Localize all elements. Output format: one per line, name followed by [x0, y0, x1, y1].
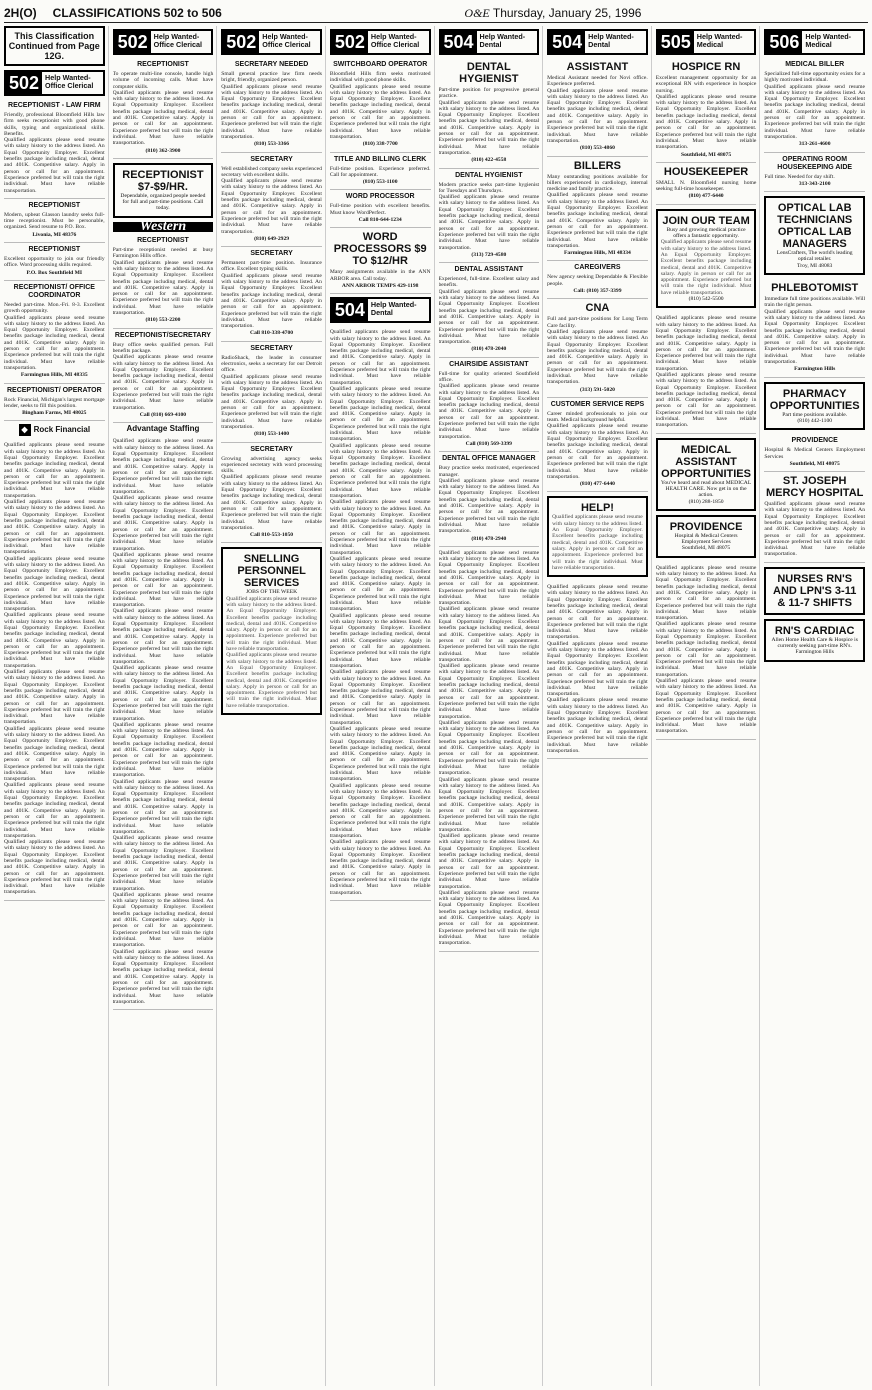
- column-5: [439, 26, 544, 1386]
- classified-ad: [330, 58, 431, 153]
- classified-ad: [221, 342, 322, 443]
- section-number: 505: [658, 31, 694, 53]
- columns: [4, 26, 868, 1386]
- section-header-505: [656, 29, 757, 55]
- ad-filler: Qualified applicants please send resume with salary history to the address listed. An Equal Opportunity Employer. Excellent benefits package including medical, dental and 401K. Competitive salary. Apply in person or call for an appointment. Experience preferred but will train the right individual. Must have reliable transportation.: [226, 652, 317, 709]
- ad-filler: Qualified applicants please send resume with salary history to the address listed. An Equal Opportunity Employer. Excellent benefits package including medical, dental and 401K. Competitive salary. Apply in person or call for an appointment. Experience preferred but will train the right individual. Must have reliable transportation.: [221, 272, 322, 330]
- ad-filler: Qualified applicants please send resume with salary history to the address listed. An Equal Opportunity Employer. Excellent benefits package including medical, dental and 401K. Competitive salary. Apply in person or call for an appointment. Experience preferred but will train the right individual. Must have reliable transportation.: [438, 833, 540, 890]
- column-2: [113, 26, 218, 1386]
- ad-title: RECEPTIONIST: [28, 201, 81, 209]
- ad-filler: Qualified applicants please send resume with salary history to the address listed. An Equal Opportunity Employer. Excellent benefits package including medical, dental and 401K. Competitive salary. Apply in person or call for an appointment. Experience preferred but will train the right individual. Must have reliable transportation.: [226, 595, 317, 653]
- ad-body: Part-time receptionist needed at busy Farmington Hills office.: [112, 247, 214, 260]
- ad-contact: Call (810) 669-4100: [139, 411, 187, 418]
- ad-contact: Farmington Hills, MI 48334: [564, 250, 631, 257]
- snelling-title: SNELLING PERSONNEL SERVICES: [237, 553, 306, 590]
- ad-filler: Qualified applicants please send resume with salary history to the address listed. An Equal Opportunity Employer. Excellent benefits package including medical, dental and 401K. Competitive salary. Apply in person or call for an appointment. Experience preferred but will train the right individual. Must have reliable transportation.: [764, 501, 865, 558]
- publication-date: Thursday, January 25, 1996: [492, 6, 642, 20]
- ad-filler: Qualified applicants please send resume with salary history to the address listed. An Equal Opportunity Employer. Excellent benefits package including medical, dental and 401K. Competitive salary. Apply in person or call for an appointment. Experience preferred but will train the right individual. Must have reliable transportation.: [438, 477, 540, 535]
- ad-filler: Qualified applicants please send resume with salary history to the address listed. An Equal Opportunity Employer. Excellent benefits package including medical, dental and 401K. Competitive salary. Apply in person or call for an appointment. Experience preferred but will train the right individual. Must have reliable transportation.: [221, 83, 322, 140]
- ad-filler: Qualified applicants please send resume with salary history to the address listed. An Equal Opportunity Employer. Excellent benefits package including medical, dental and 401K. Competitive salary. Apply in person or call for an appointment. Experience preferred but will train the right individual. Must have reliable transportation.: [4, 782, 105, 839]
- classified-ad: [656, 562, 757, 740]
- ad-body: SMALL N. Bloomfield nursing home seeking full-time housekeeper.: [655, 179, 757, 193]
- help-title: HELP!: [580, 502, 614, 515]
- classified-ad: [547, 58, 648, 157]
- ad-contact: (810) 553-2200: [145, 317, 181, 324]
- boxed-ad: [113, 163, 214, 218]
- classified-ad: [547, 261, 648, 299]
- section-number: 502: [223, 31, 259, 53]
- ad-body: Growing advertising agency seeks experienced secretary with word processing skills.: [221, 455, 322, 475]
- ad-title: JOIN OUR TEAM: [662, 214, 750, 227]
- ad-body: Experienced, full-time. Excellent salary and benefits.: [438, 276, 540, 289]
- section-header-502: [4, 70, 105, 96]
- ad-contact: (810) 553-3366: [254, 141, 290, 148]
- ad-title: PHLEBOTOMIST: [771, 282, 859, 295]
- ad-contact: (810) 553-1100: [362, 179, 398, 186]
- ad-filler: Qualified applicants please send resume with salary history to the address listed. An Equal Opportunity Employer. Excellent benefits package including medical, dental and 401K. Competitive salary. Apply in person or call for an appointment. Experience preferred but will train the right individual. Must have reliable transportation.: [329, 782, 431, 839]
- continued-notice: This Classification Continued from Page 12G.: [4, 26, 105, 66]
- boxed-ad: [764, 196, 865, 275]
- ad-body: Full time. Needed for day shift.: [764, 173, 835, 180]
- ad-filler: Qualified applicants please send resume with salary history to the address listed. An Equal Opportunity Employer. Excellent benefits package including medical, dental and 401K. Competitive salary. Apply in person or call for an appointment. Experience preferred but will train the right individual. Must have reliable transportation.: [112, 608, 214, 665]
- ad-body: Dependable, organized people needed for full and part-time positions. Call today.: [120, 192, 206, 212]
- ad-body: Busy practice seeks motivated, experienced manager.: [438, 465, 540, 478]
- ad-filler: Qualified applicants please send resume with salary history to the address listed. An Equal Opportunity Employer. Excellent benefits package including medical, dental and 401K. Competitive salary. Apply in person or call for an appointment. Experience preferred but will train the right individual. Must have reliable transportation.: [112, 891, 214, 949]
- ad-title: DENTAL ASSISTANT: [454, 266, 524, 274]
- section-name: Help Wanted- Dental: [479, 32, 526, 49]
- section-name: Help Wanted- Medical: [696, 32, 743, 49]
- ad-contact: Farmington Hills, MI 48335: [20, 372, 88, 379]
- ad-filler: Qualified applicants please send resume with salary history to the address listed. An Equal Opportunity Employer. Excellent benefits package including medical, dental and 401K. Competitive salary. Apply in person or call for an appointment. Experience preferred but will train the right individual. Must have reliable transportation.: [438, 889, 540, 947]
- ad-body: Full-time position. Experience preferred. Call for appointment.: [329, 165, 431, 178]
- ad-contact: (810) 553-1400: [254, 431, 290, 438]
- page-number: 2H(O): [4, 6, 37, 20]
- ad-title: SECRETARY: [250, 445, 293, 453]
- classified-ad: [547, 398, 648, 493]
- ad-filler: Qualified applicants please send resume with salary history to the address listed. An Equal Opportunity Employer. Excellent benefits package including medical, dental and 401K. Competitive salary. Apply in person or call for an appointment. Experience preferred but will train the right individual. Must have reliable transportation.: [329, 329, 431, 386]
- ad-filler: Qualified applicants please send resume with salary history to the address listed. An Equal Opportunity Employer. Excellent benefits package including medical, dental and 401K. Competitive salary. Apply in person or call for an appointment. Experience preferred but will train the right individual. Must have reliable transportation.: [655, 371, 757, 429]
- classified-ad: [439, 547, 540, 952]
- ad-filler: Qualified applicants please send resume with salary history to the address listed. An Equal Opportunity Employer. Excellent benefits package including medical, dental and 401K. Competitive salary. Apply in person or call for an appointment. Experience preferred but will train the right individual. Must have reliable transportation.: [438, 194, 540, 251]
- ad-title: RECEPTIONIST/SECRETARY: [114, 331, 211, 339]
- ad-filler: Qualified applicants please send resume with salary history to the address listed. An Equal Opportunity Employer. Excellent benefits package including medical, dental and 401K. Competitive salary. Apply in person or call for an appointment. Experience preferred but will train the right individual. Must have reliable transportation.: [112, 721, 214, 779]
- snelling-subtitle: JOBS OF THE WEEK: [245, 589, 298, 596]
- ad-title: ASSISTANT: [566, 61, 629, 73]
- ad-filler: Qualified applicants please send resume with salary history to the address listed. An Equal Opportunity Employer. Excellent benefits package including medical, dental and 401K. Competitive salary. Apply in person or call for an appointment. Experience preferred but will train the right individual. Must have reliable transportation.: [655, 564, 757, 622]
- ad-contact: (810) 422-4558: [471, 157, 507, 164]
- ad-body: Immediate full time positions available. Will train the right person.: [764, 296, 865, 309]
- classified-ad: [439, 58, 540, 169]
- classified-ad: [764, 434, 865, 472]
- ad-title: RECEPTIONIST: [137, 61, 189, 68]
- ad-filler: Qualified applicants please send resume with salary history to the address listed. An Equal Opportunity Employer. Excellent benefits package including medical, dental and 401K. Competitive salary. Apply in person or call for an appointment. Experience preferred but will train the right individual. Must have reliable transportation.: [655, 93, 757, 151]
- ad-filler: Qualified applicants please send resume with salary history to the address listed. An Equal Opportunity Employer. Excellent benefits package including medical, dental and 401K. Competitive salary. Apply in person or call for an appointment. Experience preferred but will train the right individual. Must have reliable transportation.: [438, 383, 540, 440]
- section-header-504: [547, 29, 648, 55]
- classified-ad: [221, 247, 322, 342]
- ad-filler: Qualified applicants please send resume with salary history to the address listed. An Equal Opportunity Employer. Excellent benefits package including medical, dental and 401K. Competitive salary. Apply in person or call for an appointment. Experience preferred but will train the right individual. Must have reliable transportation.: [4, 725, 105, 783]
- ad-title: SECRETARY: [250, 155, 293, 163]
- ad-filler: Qualified applicants please send resume with salary history to the address listed. An Equal Opportunity Employer. Excellent benefits package including medical, dental and 401K. Competitive salary. Apply in person or call for an appointment. Experience preferred but will train the right individual. Must have reliable transportation.: [547, 584, 648, 641]
- ad-title: CAREGIVERS: [574, 264, 621, 272]
- ad-filler: Qualified applicants please send resume with salary history to the address listed. An Equal Opportunity Employer. Excellent benefits package including medical, dental and 401K. Competitive salary. Apply in person or call for an appointment. Experience preferred but will train the right individual. Must have reliable transportation.: [4, 669, 105, 726]
- ad-contact: Bingham Farms, MI 48025: [22, 410, 87, 417]
- ad-filler: Qualified applicants please send resume with salary history to the address listed. An Equal Opportunity Employer. Excellent benefits package including medical, dental and 401K. Competitive salary. Apply in person or call for an appointment. Experience preferred but will train the right individual. Must have reliable transportation.: [112, 665, 214, 722]
- section-header-504: [330, 297, 431, 323]
- classified-ad: [330, 326, 431, 901]
- boxed-ad: [656, 209, 757, 309]
- section-number: 506: [766, 31, 802, 53]
- ad-filler: Qualified applicants please send resume with salary history to the address listed. An Equal Opportunity Employer. Excellent benefits package including medical, dental and 401K. Competitive salary. Apply in person or call for an appointment. Experience preferred but will train the right individual. Must have reliable transportation.: [4, 499, 105, 556]
- section-name: Help Wanted- Office Clerical: [262, 32, 311, 49]
- ad-title: CUSTOMER SERVICE REPS: [550, 400, 645, 408]
- ad-title: PROVIDENCE: [669, 520, 743, 533]
- ad-contact: (810) 477-6440: [688, 193, 724, 200]
- ad-body: Excellent opportunity to join our friendly office. Word processing skills required.: [4, 256, 105, 269]
- ad-filler: Qualified applicants please send resume with salary history to the address listed. An Equal Opportunity Employer. Excellent benefits package including medical, dental and 401K. Competitive salary. Apply in person or call for an appointment. Experience preferred but will train the right individual. Must have reliable transportation.: [4, 555, 105, 613]
- section-number: 504: [441, 31, 477, 53]
- ad-title: SWITCHBOARD OPERATOR: [333, 61, 428, 68]
- ad-body: Bloomfield Hills firm seeks motivated individual with good phone skills.: [329, 71, 431, 84]
- ad-filler: Qualified applicants please send resume with salary history to the address listed. An Equal Opportunity Employer. Excellent benefits package including medical, dental and 401K. Competitive salary. Apply in person or call for an appointment. Experience preferred but will train the right individual. Must have reliable transportation.: [329, 499, 431, 556]
- section-number: 502: [115, 31, 151, 53]
- classified-ad: [330, 190, 431, 228]
- ad-title: RECEPTIONIST/ OPERATOR: [6, 386, 102, 394]
- classified-ad: [439, 263, 540, 358]
- ad-filler: Qualified applicants please send resume with salary history to the address listed. An Equal Opportunity Employer. Excellent benefits package including medical, dental and 401K. Competitive salary. Apply in person or call for an appointment. Experience preferred but will train the right individual. Must have reliable transportation.: [329, 839, 431, 896]
- ad-title: PROVIDENCE: [791, 437, 838, 445]
- advantage-staffing-logo: [113, 426, 214, 432]
- classified-ad: [547, 299, 648, 398]
- classified-ad: [764, 279, 865, 378]
- ad-filler: Qualified applicants please send resume with salary history to the address listed. An Equal Opportunity Employer. Excellent benefits package including medical, dental and 401K. Competitive salary. Apply in person or call for an appointment. Experience preferred but will train the right individual. Must have reliable transportation.: [4, 442, 105, 499]
- ad-contact: Farmington Hills: [795, 649, 834, 656]
- ad-filler: Qualified applicants please send resume with salary history to the address listed. An Equal Opportunity Employer. Excellent benefits package including medical, dental and 401K. Competitive salary. Apply in person or call for an appointment. Experience preferred but will train the right individual. Must have reliable transportation.: [655, 621, 757, 678]
- ad-contact: (313) 729-4580: [471, 251, 507, 258]
- classified-ad: [113, 234, 214, 329]
- classified-ad: [4, 384, 105, 422]
- classified-ad: [4, 199, 105, 243]
- ad-filler: Qualified applicants please send resume with salary history to the address listed. An Equal Opportunity Employer. Excellent benefits package including medical, dental and 401K. Competitive salary. Apply in person or call for an appointment. Experience preferred but will train the right individual. Must have reliable transportation.: [438, 288, 540, 346]
- ad-title: SECRETARY: [250, 344, 293, 352]
- ad-contact: Call 810-553-1050: [250, 532, 294, 539]
- ad-contact: 313-261-4600: [798, 141, 831, 148]
- nurses-ad: [764, 567, 865, 615]
- ad-title: DENTAL OFFICE MANAGER: [442, 455, 536, 463]
- stjoseph-ad: [764, 472, 865, 563]
- ad-contact: ANN ARBOR TEMPS 429-1198: [341, 282, 419, 289]
- ad-contact: Farmington Hills: [794, 366, 836, 373]
- ad-body: Many assignments available in the ANN ARBOR area. Call today.: [329, 269, 431, 282]
- ad-body: Career minded professionals to join our team. Medical background helpful.: [547, 410, 648, 424]
- classified-ad: [113, 435, 214, 1010]
- western-staff-logo: Western: [113, 222, 214, 232]
- ad-contact: Southfield, MI 48075: [680, 151, 732, 158]
- ad-filler: Qualified applicants please send resume with salary history to the address listed. An Equal Opportunity Employer. Excellent benefits package including medical, dental and 401K. Competitive salary. Apply in person or call for an appointment. Experience preferred but will train the right individual. Must have reliable transportation.: [438, 99, 540, 156]
- ad-filler: Qualified applicants please send resume with salary history to the address listed. An Equal Opportunity Employer. Excellent benefits package including medical, dental and 401K. Competitive salary. Apply in person or call for an appointment. Experience preferred but will train the right individual. Must have reliable transportation.: [329, 669, 431, 726]
- classified-ad: [656, 163, 757, 205]
- ad-filler: Qualified applicants please send resume with salary history to the address listed. An Equal Opportunity Employer. Excellent benefits package including medical, dental and 401K. Competitive salary. Apply in person or call for an appointment. Experience preferred but will train the right individual. Must have reliable transportation.: [112, 551, 214, 609]
- ad-contact: Southfield, MI 48075: [681, 545, 731, 552]
- ad-body: New agency seeking Dependable & Flexible people.: [547, 274, 648, 287]
- ad-body: Specialized full-time opportunity exists for a highly motivated individual.: [764, 71, 865, 84]
- classified-ad: [4, 99, 105, 199]
- classified-ad: [4, 281, 105, 384]
- publication-line: [238, 6, 868, 21]
- column-6: [547, 26, 652, 1386]
- classified-ad: [656, 312, 757, 433]
- ad-filler: Qualified applicants please send resume with salary history to the address listed. An Equal Opportunity Employer. Excellent benefits package including medical, dental and 401K. Competitive salary. Apply in person or call for an appointment. Experience preferred but will train the right individual. Must have reliable transportation.: [438, 663, 540, 720]
- ad-body: You've heard and read about MEDICAL HEALTH CARE. Now get in on the action.: [660, 479, 752, 499]
- ad-contact: (810) 553-4860: [579, 145, 615, 152]
- section-header-502: [330, 29, 431, 55]
- classified-ad: [4, 439, 105, 900]
- ad-title: HOUSEKEEPER: [663, 165, 749, 178]
- ad-filler: Qualified applicants please send resume with salary history to the address listed. An Equal Opportunity Employer. Excellent benefits package including medical, dental and 401K. Competitive salary. Apply in person or call for an appointment. Experience preferred but will train the right individual. Must have reliable transportation.: [660, 239, 752, 296]
- ad-body: Full and part-time positions for Long Term Care facility.: [547, 316, 648, 329]
- section-number: 504: [332, 299, 368, 321]
- ad-body: Small general practice law firm needs bright, friendly, organized person.: [221, 71, 322, 84]
- boxed-ad: [656, 438, 757, 511]
- ad-filler: Qualified applicants please send resume with salary history to the address listed. An Equal Opportunity Employer. Excellent benefits package including medical, dental and 401K. Competitive salary. Apply in person or call for an appointment. Experience preferred but will train the right individual. Must have reliable transportation.: [438, 776, 540, 833]
- stjoseph-title: ST. JOSEPH MERCY HOSPITAL: [765, 475, 864, 500]
- ad-contact: (810) 362-3900: [145, 147, 181, 154]
- ad-body: Busy office seeks qualified person. Full benefits package.: [112, 341, 214, 354]
- ad-filler: Qualified applicants please send resume with salary history to the address listed. An Equal Opportunity Employer. Excellent benefits package including medical, dental and 401K. Competitive salary. Apply in person or call for an appointment. Experience preferred but will train the right individual. Must have reliable transportation.: [4, 137, 105, 194]
- ad-contact: (810) 288-1850: [688, 498, 724, 505]
- column-1: [4, 26, 109, 1386]
- ad-title: CNA: [585, 302, 610, 315]
- section-number: 502: [6, 72, 42, 94]
- ad-body: Full-time position with excellent benefits. Must know WordPerfect.: [329, 203, 431, 216]
- ad-filler: Qualified applicants please send resume with salary history to the address listed. An Equal Opportunity Employer. Excellent benefits package including medical, dental and 401K. Competitive salary. Apply in person or call for an appointment. Experience preferred but will train the right individual. Must have reliable transportation.: [764, 308, 865, 366]
- section-name: Help Wanted- Office Clerical: [45, 73, 94, 90]
- ad-title: BILLERS: [573, 159, 621, 172]
- section-title: CLASSIFICATIONS 502 to 506: [52, 6, 222, 20]
- ad-body: Allen Home Health Care & Hospice is currently seeking part-time RN's.: [771, 636, 858, 650]
- ad-filler: Qualified applicants please send resume with salary history to the address listed. An Equal Opportunity Employer. Excellent benefits package including medical, dental and 401K. Competitive salary. Apply in person or call for an appointment. Experience preferred but will train the right individual. Must have reliable transportation.: [112, 948, 214, 1005]
- ad-filler: Qualified applicants please send resume with salary history to the address listed. An Equal Opportunity Employer. Excellent benefits package including medical, dental and 401K. Competitive salary. Apply in person or call for an appointment. Experience preferred but will train the right individual. Must have reliable transportation.: [547, 192, 648, 249]
- boxed-ad: [656, 515, 757, 558]
- ad-filler: Qualified applicants please send resume with salary history to the address listed. An Equal Opportunity Employer. Excellent benefits package including medical, dental and 401K. Competitive salary. Apply in person or call for an appointment. Experience preferred but will train the right individual. Must have reliable transportation.: [112, 835, 214, 892]
- classified-ad: [221, 443, 322, 544]
- ad-filler: Qualified applicants please send resume with salary history to the address listed. An Equal Opportunity Employer. Excellent benefits package including medical, dental and 401K. Competitive salary. Apply in person or call for an appointment. Experience preferred but will train the right individual. Must have reliable transportation.: [4, 612, 105, 669]
- column-3: [221, 26, 326, 1386]
- ad-contact: Call 810-644-1234: [358, 217, 402, 224]
- classified-ad: [221, 58, 322, 153]
- column-4: [330, 26, 435, 1386]
- ad-title: OPTICAL LAB TECHNICIANS OPTICAL LAB MANAGERS: [777, 202, 853, 251]
- ad-title: WORD PROCESSORS $9 TO $12/HR: [333, 231, 427, 268]
- classified-ad: [439, 452, 540, 547]
- ad-filler: Qualified applicants please send resume with salary history to the address listed. An Equal Opportunity Employer. Excellent benefits package including medical, dental and 401K. Competitive salary. Apply in person or call for an appointment. Experience preferred but will train the right individual. Must have reliable transportation.: [112, 259, 214, 317]
- ad-filler: Qualified applicants please send resume with salary history to the address listed. An Equal Opportunity Employer. Excellent benefits package including medical, dental and 401K. Competitive salary. Apply in person or call for an appointment. Experience preferred but will train the right individual. Must have reliable transportation.: [547, 640, 648, 698]
- ad-title: SECRETARY NEEDED: [234, 61, 309, 68]
- ad-filler: Qualified applicants please send resume with salary history to the address listed. An Equal Opportunity Employer. Excellent benefits package including medical, dental and 401K. Competitive salary. Apply in person or call for an appointment. Experience preferred but will train the right individual. Must have reliable transportation.: [547, 423, 648, 480]
- ad-filler: Qualified applicants please send resume with salary history to the address listed. An Equal Opportunity Employer. Excellent benefits package including medical, dental and 401K. Competitive salary. Apply in person or call for an appointment. Experience preferred but will train the right individual. Must have reliable transportation.: [221, 373, 322, 430]
- page-header: [4, 6, 868, 23]
- ad-contact: Troy, MI 48083: [797, 262, 833, 269]
- section-name: Help Wanted- Dental: [588, 32, 634, 49]
- section-name: Help Wanted- Dental: [370, 300, 417, 318]
- ad-filler: Qualified applicants please send resume with salary history to the address listed. An Equal Opportunity Employer. Excellent benefits package including medical, dental and 401K. Competitive salary. Apply in person or call for an appointment. Experience preferred but will train the right individual. Must have reliable transportation.: [329, 555, 431, 613]
- ad-title: TITLE AND BILLING CLERK: [334, 155, 427, 163]
- ad-filler: Qualified applicants please send resume with salary history to the address listed. An Equal Opportunity Employer. Excellent benefits package including medical, dental and 401K. Competitive salary. Apply in person or call for an appointment. Experience preferred but will train the right individual. Must have reliable transportation.: [329, 83, 431, 140]
- ad-contact: 313-343-2100: [798, 180, 831, 187]
- ad-filler: Qualified applicants please send resume with salary history to the address listed. An Equal Opportunity Employer. Excellent benefits package including medical, dental and 401K. Competitive salary. Apply in person or call for an appointment. Experience preferred but will train the right individual. Must have reliable transportation.: [438, 719, 540, 777]
- ad-filler: Qualified applicants please send resume with salary history to the address listed. An Equal Opportunity Employer. Excellent benefits package including medical, dental and 401K. Competitive salary. Apply in person or call for an appointment. Experience preferred but will train the right individual. Must have reliable transportation.: [329, 612, 431, 669]
- advantage-logo-text: Advantage Staffing: [126, 424, 200, 434]
- boxed-ad: [764, 619, 865, 662]
- classified-ad: [330, 153, 431, 191]
- ad-filler: Qualified applicants please send resume with salary history to the address listed. An Equal Opportunity Employer. Excellent benefits package including medical, dental and 401K. Competitive salary. Apply in person or call for an appointment. Experience preferred but will train the right individual. Must have reliable transportation.: [112, 89, 214, 147]
- ad-body: Permanent part-time position. Insurance office. Excellent typing skills.: [221, 260, 322, 273]
- ad-body: To operate multi-line console, handle high volume of incoming calls. Must have computer skills.: [112, 71, 214, 90]
- ad-body: Part-time position for progressive general practice.: [438, 87, 540, 100]
- ad-body: Hospital & Medical Centers Employment Services: [764, 447, 865, 460]
- ad-body: Modern practice seeks part-time hygienist for Tuesdays and Thursdays.: [438, 181, 540, 194]
- classified-ad: [764, 58, 865, 153]
- ad-contact: (810) 478-2940: [471, 535, 507, 542]
- ad-title: WORD PROCESSOR: [345, 193, 415, 201]
- classified-ad: [113, 58, 214, 159]
- ad-body: Medical Assistant needed for Novi office. Experience preferred.: [547, 75, 648, 88]
- ad-body: Full-time for quality oriented Southfield office.: [438, 370, 540, 383]
- boxed-ad: [764, 382, 865, 431]
- ad-title: MEDICAL BILLER: [785, 61, 845, 68]
- ad-filler: Qualified applicants please send resume with salary history to the address listed. An Equal Opportunity Employer. Excellent benefits package including medical, dental and 401K. Competitive salary. Apply in person or call for an appointment. Experience preferred but will train the right individual. Must have reliable transportation.: [221, 178, 322, 235]
- ad-filler: Qualified applicants please send resume with salary history to the address listed. An Equal Opportunity Employer. Excellent benefits package including medical, dental and 401K. Competitive salary. Apply in person or call for an appointment. Experience preferred but will train the right individual. Must have reliable transportation.: [112, 354, 214, 411]
- section-name: Help Wanted- Medical: [805, 32, 852, 49]
- ad-contact: P.O. Box Southfield MI: [26, 269, 83, 276]
- ad-filler: Qualified applicants please send resume with salary history to the address listed. An Equal Opportunity Employer. Excellent benefits package including medical, dental and 401K. Competitive salary. Apply in person or call for an appointment. Experience preferred but will train the right individual. Must have reliable transportation.: [438, 606, 540, 663]
- ad-filler: Qualified applicants please send resume with salary history to the address listed. An Equal Opportunity Employer. Excellent benefits package including medical, dental and 401K. Competitive salary. Apply in person or call for an appointment. Experience preferred but will train the right individual. Must have reliable transportation.: [438, 549, 540, 607]
- ad-filler: Qualified applicants please send resume with salary history to the address listed. An Equal Opportunity Employer. Excellent benefits package including medical, dental and 401K. Competitive salary. Apply in person or call for an appointment. Experience preferred but will train the right individual. Must have reliable transportation.: [4, 314, 105, 371]
- ad-filler: Qualified applicants please send resume with salary history to the address listed. An Equal Opportunity Employer. Excellent benefits package including medical, dental and 401K. Competitive salary. Apply in person or call for an appointment. Experience preferred but will train the right individual. Must have reliable transportation.: [112, 495, 214, 552]
- ad-title: RN'S CARDIAC: [774, 624, 855, 637]
- ad-contact: (810) 542-5500: [688, 296, 724, 303]
- ad-contact: Livonia, MI 48376: [32, 231, 77, 238]
- ad-contact: Call 810-338-4700: [250, 330, 294, 337]
- ad-filler: Qualified applicants please send resume with salary history to the address listed. An Equal Opportunity Employer. Excellent benefits package including medical, dental and 401K. Competitive salary. Apply in person or call for an appointment. Experience preferred but will train the right individual. Must have reliable transportation.: [221, 474, 322, 531]
- ad-title: HOSPICE RN: [671, 61, 741, 73]
- ad-filler: Qualified applicants please send resume with salary history to the address listed. An Equal Opportunity Employer. Excellent benefits package including medical, dental and 401K. Competitive salary. Apply in person or call for an appointment. Experience preferred but will train the right individual. Must have reliable transportation.: [547, 87, 648, 144]
- column-8: [764, 26, 868, 1386]
- ad-body: Well established company seeks experienced secretary with excellent skills.: [221, 165, 322, 178]
- ad-filler: Qualified applicants please send resume with salary history to the address listed. An Equal Opportunity Employer. Excellent benefits package including medical, dental and 401K. Competitive salary. Apply in person or call for an appointment. Experience preferred but will train the right individual. Must have reliable transportation.: [329, 385, 431, 443]
- classified-ad: [656, 58, 757, 163]
- ad-title: CHAIRSIDE ASSISTANT: [449, 360, 529, 368]
- section-header-506: [764, 29, 865, 55]
- ad-contact: (810) 338-7700: [362, 141, 398, 148]
- ad-filler: Qualified applicants please send resume with salary history to the address listed. An Equal Opportunity Employer. Excellent benefits package including medical, dental and 401K. Competitive salary. Apply in person or call for an appointment. Experience preferred but will train the right individual. Must have reliable transportation.: [112, 438, 214, 495]
- ad-body: Many outstanding positions available for billers experienced in cardiology, internal medicine and family practice.: [547, 173, 648, 193]
- classified-ad: [4, 243, 105, 281]
- ad-title: RECEPTIONIST: [137, 237, 189, 245]
- ad-title: SECRETARY: [250, 250, 293, 258]
- ad-title: PHARMACY OPPORTUNITIES: [769, 387, 860, 412]
- ad-contact: (313) 591-5020: [579, 386, 615, 393]
- ad-body: Hospital & Medical Centers Employment Services: [674, 532, 738, 546]
- ad-title: RECEPTIONIST: [28, 246, 81, 254]
- section-name: Help Wanted- Office Clerical: [370, 32, 420, 49]
- section-header-502: [113, 29, 214, 55]
- publication-name: O&E: [464, 6, 490, 20]
- classified-ad: [439, 358, 540, 453]
- ad-title: RECEPTIONIST/ OFFICE COORDINATOR: [13, 283, 95, 299]
- ad-filler: Qualified applicants please send resume with salary history to the address listed. An Equal Opportunity Employer. Excellent benefits package including medical, dental and 401K. Competitive salary. Apply in person or call for an appointment. Experience preferred but will train the right individual. Must have reliable transportation.: [764, 83, 865, 140]
- section-name: Help Wanted- Office Clerical: [153, 32, 203, 49]
- ad-filler: Qualified applicants please send resume with salary history to the address listed. An Equal Opportunity Employer. Excellent benefits package including medical, dental and 401K. Competitive salary. Apply in person or call for an appointment. Experience preferred but will train the right individual. Must have reliable transportation.: [4, 839, 105, 896]
- ad-body: LensCrafters, The world's leading optical retailer.: [776, 250, 853, 263]
- ad-filler: Qualified applicants please send resume with salary history to the address listed. An Equal Opportunity Employer. Excellent benefits package including medical, dental and 401K. Competitive salary. Apply in person or call for an appointment. Experience preferred but will train the right individual. Must have reliable transportation.: [655, 315, 757, 372]
- ad-body: Excellent management opportunity for an exceptional RN with experience in hospice nursing.: [655, 75, 757, 94]
- ad-body: RadioShack, the leader in consumer electronics, seeks a secretary for our Detroit office.: [221, 354, 322, 374]
- ad-title: RECEPTIONIST $7-$9/HR.: [122, 168, 204, 193]
- section-number: 504: [549, 31, 585, 53]
- classified-ad: [330, 228, 431, 294]
- rock-logo-text: Rock Financial: [33, 425, 91, 435]
- column-7: [656, 26, 761, 1386]
- ad-title: OPERATING ROOM HOUSEKEEPING AIDE: [777, 155, 853, 171]
- classified-ad: [439, 169, 540, 264]
- section-header-502: [221, 29, 322, 55]
- ad-filler: Qualified applicants please send resume with salary history to the address listed. An Equal Opportunity Employer. Excellent benefits package including medical, dental and 401K. Competitive salary. Apply in person or call for an appointment. Experience preferred but will train the right individual. Must have reliable transportation.: [547, 697, 648, 754]
- ad-filler: Qualified applicants please send resume with salary history to the address listed. An Equal Opportunity Employer. Excellent benefits package including medical, dental and 401K. Competitive salary. Apply in person or call for an appointment. Experience preferred but will train the right individual. Must have reliable transportation.: [329, 725, 431, 783]
- ad-title: RECEPTIONIST - LAW FIRM: [8, 102, 101, 109]
- classified-ad: [113, 329, 214, 424]
- ad-title: MEDICAL ASSISTANT OPPORTUNITIES: [661, 443, 751, 480]
- ad-body: Modern, upbeat Glasson laundry seeks full-time receptionist. Must be personable, organized. Send resume to P.O. Box.: [4, 211, 105, 231]
- help-ad: [547, 496, 648, 577]
- ad-contact: (810) 477-6440: [579, 481, 615, 488]
- ad-body: Rock Financial, Michigan's largest mortgage lender, seeks to fill this position.: [4, 396, 105, 409]
- rock-logo-icon: ◆: [19, 424, 31, 436]
- ad-title: DENTAL HYGIENIST: [455, 171, 523, 179]
- ad-contact: Call (810) 569-3399: [465, 440, 512, 447]
- ad-body: Needed part-time. Mon.-Fri. 8-3. Excellent growth opportunity.: [4, 301, 105, 315]
- ad-filler: Qualified applicants please send resume with salary history to the address listed. An Equal Opportunity Employer. Excellent benefits package including medical, dental and 401K. Competitive salary. Apply in person or call for an appointment. Experience preferred but will train the right individual. Must have reliable transportation.: [552, 514, 643, 571]
- ad-title: DENTAL HYGIENIST: [459, 61, 519, 85]
- ad-contact: (810) 442-1100: [797, 417, 833, 424]
- classified-ad: [764, 153, 865, 193]
- ad-body: Part time positions available.: [782, 411, 848, 418]
- section-number: 502: [332, 31, 368, 53]
- ad-contact: Southfield, MI 48075: [789, 460, 840, 467]
- classified-ad: [547, 581, 648, 759]
- ad-body: Friendly, professional Bloomfield Hills law firm seeks receptionist with good phone skills, typing and organizational skills. Benefits.: [4, 112, 105, 137]
- ad-filler: Qualified applicants please send resume with salary history to the address listed. An Equal Opportunity Employer. Excellent benefits package including medical, dental and 401K. Competitive salary. Apply in person or call for an appointment. Experience preferred but will train the right individual. Must have reliable transportation.: [329, 442, 431, 499]
- ad-contact: Call: (810) 357-3399: [573, 288, 622, 295]
- snelling-ad: [221, 547, 322, 715]
- section-header-504: [439, 29, 540, 55]
- rock-financial-logo: [4, 424, 105, 436]
- ad-filler: Qualified applicants please send resume with salary history to the address listed. An Equal Opportunity Employer. Excellent benefits package including medical, dental and 401K. Competitive salary. Apply in person or call for an appointment. Experience preferred but will train the right individual. Must have reliable transportation.: [655, 678, 757, 735]
- ad-filler: Qualified applicants please send resume with salary history to the address listed. An Equal Opportunity Employer. Excellent benefits package including medical, dental and 401K. Competitive salary. Apply in person or call for an appointment. Experience preferred but will train the right individual. Must have reliable transportation.: [547, 328, 648, 386]
- ad-body: Busy and growing medical practice offers a fantastic opportunity.: [666, 226, 746, 240]
- ad-contact: (810) 478-2040: [471, 346, 507, 353]
- ad-filler: Qualified applicants please send resume with salary history to the address listed. An Equal Opportunity Employer. Excellent benefits package including medical, dental and 401K. Competitive salary. Apply in person or call for an appointment. Experience preferred but will train the right individual. Must have reliable transportation.: [112, 778, 214, 835]
- classified-ad: [221, 153, 322, 248]
- nurses-title: NURSES RN'S AND LPN'S 3-11 & 11-7 SHIFTS: [773, 572, 857, 609]
- classified-ad: [547, 157, 648, 262]
- ad-contact: (810) 649-2929: [254, 235, 290, 242]
